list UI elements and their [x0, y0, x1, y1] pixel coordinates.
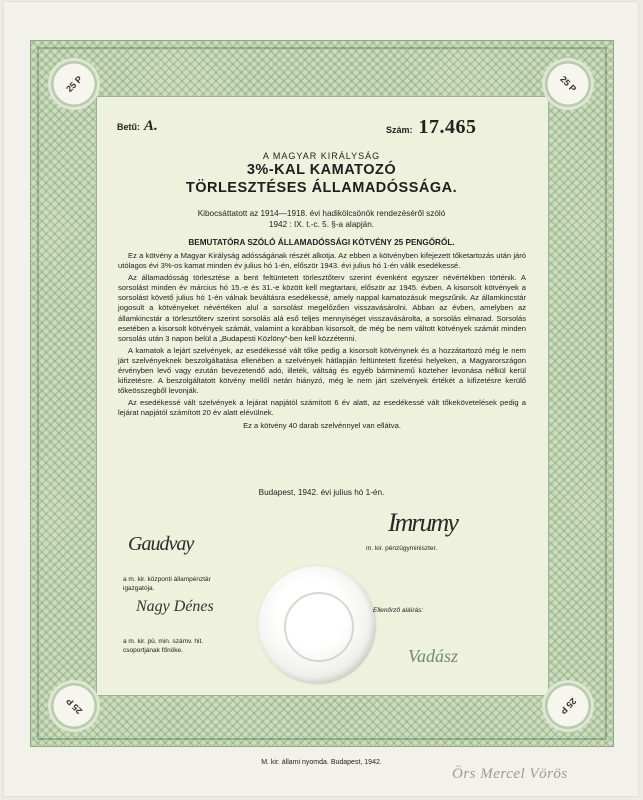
- issue-date: Budapest, 1942. évi julius hó 1-én.: [258, 488, 385, 497]
- caption-line: csoportjának főnöke.: [123, 647, 183, 654]
- series-value: A.: [144, 118, 158, 134]
- corner-medallion-top-left: [48, 58, 100, 110]
- issue-basis-line-1: Kibocsáttatott az 1914—1918. évi hadikölcsönök rendezéséről szóló: [197, 209, 446, 218]
- bond-title-line-1: 3%-KAL KAMATOZÓ: [246, 162, 397, 178]
- accounting-head-caption: [123, 637, 203, 655]
- denomination-heading: BEMUTATÓRA SZÓLÓ ÁLLAMADÓSSÁGI KÖTVÉNY 25 PENGŐRŐL.: [188, 238, 455, 247]
- issue-basis-line-2: 1942 : IX. t.-c. 5. §-a alapján.: [268, 220, 375, 229]
- minister-caption: m. kir. pénzügyminiszter.: [366, 545, 438, 552]
- corner-value: 25 P: [557, 695, 579, 717]
- bond-title-line-2: TÖRLESZTÉSES ÁLLAMADÓSSÁGA.: [185, 180, 458, 196]
- treasury-director-caption: [123, 575, 211, 593]
- printer-imprint: M. kir. állami nyomda. Budapest, 1942.: [261, 759, 382, 766]
- corner-medallion-bottom-right: [542, 680, 594, 732]
- treasury-director-signature: Gaudvay: [128, 533, 194, 555]
- minister-signature: Imrumy: [388, 508, 457, 537]
- terms-paragraph: Az esedékessé vált szelvények a lejárat napjától számított 6 év alatt, az esedékessé vált tőkekövetelések pedig a lejárat napjától számított 20 év alatt elévülnek.: [118, 398, 526, 418]
- series-letter: [117, 118, 158, 135]
- corner-value: 25 P: [557, 73, 579, 95]
- terms-paragraph: A kamatok a lejárt szelvények, az esedékessé vált tőke pedig a kisorsolt kötvénynek és a hozzátartozó még le nem járt szelvényeknek beszolgáltatása ellenében a szelvények hátlapján feltüntetett fizetési helyeken, a Magyarországon érvényben levő vagy ezután bevezetendő adó, illeték, váltság és egyéb bárminemű közteher levonása nélkül kerül kifizetésre. A beszolgáltatott kötvény mellől netán hiányzó, még le nem járt szelvények értékét a kifizetésre kerülő tőkeösszegből levonják.: [118, 345, 526, 396]
- bond-terms: [118, 251, 526, 433]
- corner-value: 25 P: [63, 73, 85, 95]
- terms-paragraph: Ez a kötvény a Magyar Királyság adósságának részét alkotja. Az ebben a kötvényben kifejezett tőketartozás után járó utólagos évi 3%-os kamat minden év julius hó 1-én, először 1943. évi julius hó 1-én válik esedékessé.: [118, 251, 526, 271]
- series-label: Betű:: [117, 122, 140, 132]
- corner-medallion-top-right: [542, 58, 594, 110]
- serial-value: 17.465: [418, 116, 477, 138]
- corner-medallion-bottom-left: [48, 680, 100, 732]
- caption-line: igazgatója.: [123, 585, 155, 592]
- terms-paragraph: Az államadósság törlesztése a bent feltüntetett törlesztőterv szerint évenként egyszer névértékben történik. A sorsolást minden év március hó 15.-e és 31.-e között kell megtartani, először az 1945. évben. A kisorsolt kötvények a sorsolást követő julius hó 1-én válnak beváltásra esedékessé, amely nappal kamatozásuk megszűnik. Az államkincstár jogosult a kötvényeket névértéken alul a sorsolást megelőzően visszavásárolni. Abban az évben, amelyben az államkincstár a törlesztőterv szerint sorsolás alá eső teljes mennyiséget visszavásárolta, a sorsolás elmarad. Sorsolás esetében a kisorsolt kötvények számát, valamint a korábban kisorsolt, de még be nem váltott kötvények számát minden sorsolás után 3 napon belül a „Budapesti Közlöny”-ben kell közzétenni.: [118, 273, 526, 343]
- serial-number: [386, 116, 477, 139]
- embossed-seal: [258, 566, 376, 684]
- accounting-head-signature: Nagy Dénes: [136, 598, 214, 615]
- control-signature: Vadász: [408, 646, 459, 666]
- corner-value: 25 P: [63, 695, 85, 717]
- pencil-annotation: Örs Mercel Vörös: [452, 766, 568, 782]
- serial-label: Szám:: [386, 125, 413, 135]
- issuer-heading: A MAGYAR KIRÁLYSÁG: [262, 151, 381, 161]
- caption-line: a m. kir. pü. min. számv. hit.: [123, 638, 204, 645]
- caption-line: a m. kir. központi állampénztár: [123, 576, 211, 583]
- coupons-line: Ez a kötvény 40 darab szelvénnyel van ellátva.: [243, 420, 401, 430]
- control-signature-caption: Ellenőrző aláírás:: [373, 607, 424, 614]
